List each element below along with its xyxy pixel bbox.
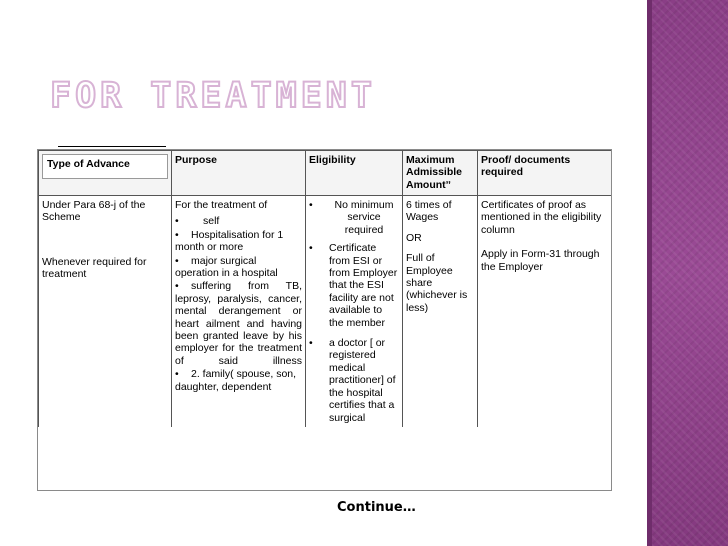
purpose-intro: For the treatment of [175,199,268,211]
cell-eligibility [306,196,403,427]
list-item: • major surgical operation in a hospital [175,254,278,280]
bullet-icon: • [175,228,179,241]
eligibility-doctor-certificate: a doctor [ or registered medical practitioner] of the hospital certifies that a surgical [329,337,396,424]
bullet-icon: • [175,280,179,293]
type-para-reference: Under Para 68-j of the Scheme [42,199,146,224]
maximum-or: OR [406,231,422,244]
header-purpose: Purpose [172,151,306,196]
list-item: • self [175,215,220,228]
slide-title: FOR TREATMENT [50,76,376,116]
maximum-wages: 6 times of Wages [406,199,452,224]
table-row [39,196,612,427]
bullet-icon: • [309,242,313,255]
advance-table [37,149,612,491]
cell-proof-documents [478,196,612,427]
purpose-list [175,215,302,393]
bullet-icon: • [175,215,179,228]
bullet-icon: • [309,337,313,350]
eligibility-min-service: No minimum service required [334,199,394,236]
cell-type-of-advance [39,196,172,427]
proof-form-31: Apply in Form-31 through the Employer [481,248,600,273]
type-when-required: Whenever required for treatment [42,255,147,281]
title-underline [58,146,166,147]
proof-certificates: Certificates of proof as mentioned in the eligibility column [481,199,602,236]
header-maximum-amount: Maximum Admissible Amountˮ [403,151,478,196]
maximum-employee-share: Full of Employee share (whichever is less) [406,252,468,314]
eligibility-esi-certificate: Certificate from ESI or from Employer that the ESI facility are not available to the member [329,242,398,329]
table-header-row [39,151,612,196]
header-proof-documents: Proof/ documents required [478,151,612,196]
bullet-icon: • [175,368,179,381]
cell-purpose [172,196,306,427]
advance-table-grid [38,150,612,427]
header-type-of-advance: Type of Advance [39,151,172,196]
list-item: • Hospitalisation for 1 month or more [175,228,284,254]
cell-maximum-amount [403,196,478,427]
header-eligibility: Eligibility [306,151,403,196]
decorative-sidebar [652,0,728,546]
list-item: • suffering from TB, leprosy, paralysis, cancer, mental derangement or heart ailment and having been granted leave by his employer for the treatment of said illness [175,280,302,367]
bullet-icon: • [309,199,313,211]
bullet-icon: • [175,254,179,267]
continue-label: Continue… [337,500,416,515]
list-item: • 2. family( spouse, son, daughter, dependent [175,368,297,393]
